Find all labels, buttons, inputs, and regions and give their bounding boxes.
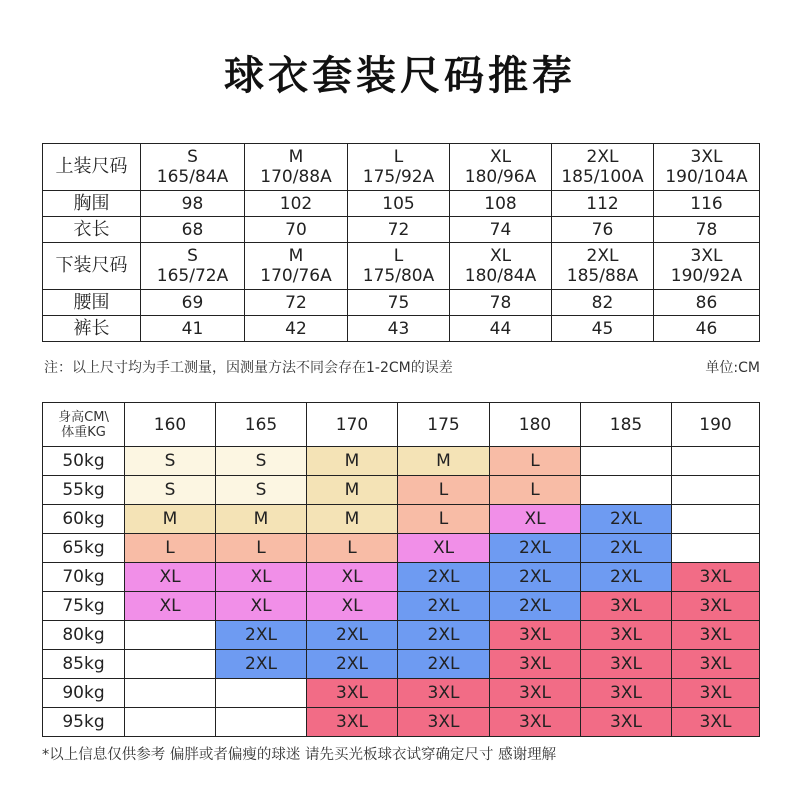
size-recommendation-cell: 2XL — [307, 621, 398, 650]
value-cell: 42 — [245, 316, 348, 342]
size-spec: 190/104A — [665, 167, 748, 187]
size-name: XL — [489, 147, 512, 167]
height-header-cell: 190 — [672, 403, 760, 447]
size-recommendation-cell: L — [307, 534, 398, 563]
top-size-header-row — [43, 144, 760, 191]
size-recommendation-cell: 2XL — [581, 505, 672, 534]
bottom-size-cell — [654, 243, 760, 290]
size-recommendation-cell: 2XL — [581, 534, 672, 563]
bottom-size-cell — [552, 243, 654, 290]
value-cell: 41 — [141, 316, 245, 342]
size-recommendation-cell — [672, 476, 760, 505]
size-recommendation-cell: XL — [216, 592, 307, 621]
size-recommendation-cell — [125, 679, 216, 708]
bottom-size-cell — [450, 243, 552, 290]
size-recommendation-cell: M — [398, 447, 490, 476]
size-spec: 175/80A — [362, 266, 435, 286]
size-recommendation-cell: S — [216, 447, 307, 476]
size-recommendation-cell: M — [216, 505, 307, 534]
size-chart-table — [42, 143, 760, 342]
value-cell: 98 — [141, 191, 245, 217]
top-size-cell — [654, 144, 760, 191]
size-recommendation-cell: M — [125, 505, 216, 534]
size-recommendation-grid — [42, 402, 760, 737]
weight-label: 75kg — [43, 592, 125, 621]
size-name: 2XL — [586, 147, 619, 167]
weight-row — [43, 534, 760, 563]
bottom-size-label: 下装尺码 — [43, 243, 141, 290]
waist-row — [43, 290, 760, 316]
size-recommendation-cell: 2XL — [490, 534, 581, 563]
size-recommendation-cell — [672, 447, 760, 476]
size-recommendation-cell: 3XL — [307, 679, 398, 708]
length-row — [43, 217, 760, 243]
size-recommendation-cell — [125, 708, 216, 737]
size-recommendation-cell: XL — [490, 505, 581, 534]
chest-row — [43, 191, 760, 217]
weight-axis-label: 体重KG — [61, 424, 106, 440]
height-header-cell: 170 — [307, 403, 398, 447]
value-cell: 76 — [552, 217, 654, 243]
weight-row — [43, 563, 760, 592]
size-recommendation-cell: 3XL — [581, 592, 672, 621]
size-recommendation-cell: L — [490, 447, 581, 476]
size-recommendation-cell — [581, 476, 672, 505]
weight-row — [43, 505, 760, 534]
height-header-cell: 175 — [398, 403, 490, 447]
size-recommendation-cell: 2XL — [216, 621, 307, 650]
size-recommendation-cell: 3XL — [672, 708, 760, 737]
value-cell: 108 — [450, 191, 552, 217]
bottom-size-header-row — [43, 243, 760, 290]
value-cell: 82 — [552, 290, 654, 316]
value-cell: 70 — [245, 217, 348, 243]
size-recommendation-cell: XL — [125, 592, 216, 621]
weight-label: 50kg — [43, 447, 125, 476]
weight-label: 85kg — [43, 650, 125, 679]
size-spec: 170/76A — [260, 266, 332, 286]
size-recommendation-cell: 2XL — [398, 592, 490, 621]
weight-label: 90kg — [43, 679, 125, 708]
size-recommendation-cell: 3XL — [672, 650, 760, 679]
value-cell: 116 — [654, 191, 760, 217]
size-spec: 170/88A — [260, 167, 332, 187]
size-name: M — [288, 246, 304, 266]
size-recommendation-cell: M — [307, 476, 398, 505]
top-size-cell — [552, 144, 654, 191]
size-spec: 190/92A — [670, 266, 743, 286]
size-recommendation-cell: M — [307, 505, 398, 534]
size-name: S — [187, 246, 198, 266]
bottom-size-cell — [141, 243, 245, 290]
size-recommendation-cell: 3XL — [490, 708, 581, 737]
size-recommendation-cell: 2XL — [398, 563, 490, 592]
weight-row — [43, 708, 760, 737]
weight-label: 95kg — [43, 708, 125, 737]
weight-label: 55kg — [43, 476, 125, 505]
grid-corner-label — [43, 403, 125, 447]
value-cell: 72 — [348, 217, 450, 243]
page-title: 球衣套装尺码推荐 — [224, 53, 576, 99]
weight-row — [43, 679, 760, 708]
size-recommendation-cell: 2XL — [216, 650, 307, 679]
size-recommendation-cell: 2XL — [490, 563, 581, 592]
size-recommendation-cell: L — [398, 476, 490, 505]
size-recommendation-cell: L — [125, 534, 216, 563]
size-recommendation-cell: 3XL — [672, 563, 760, 592]
size-recommendation-cell: L — [490, 476, 581, 505]
value-cell: 45 — [552, 316, 654, 342]
size-spec: 180/96A — [464, 167, 537, 187]
value-cell: 68 — [141, 217, 245, 243]
size-recommendation-cell: 3XL — [398, 708, 490, 737]
size-spec: 165/84A — [156, 167, 229, 187]
size-recommendation-cell: L — [398, 505, 490, 534]
size-recommendation-cell: 2XL — [490, 592, 581, 621]
value-cell: 43 — [348, 316, 450, 342]
size-recommendation-cell: XL — [125, 563, 216, 592]
size-recommendation-cell — [672, 505, 760, 534]
size-recommendation-cell: S — [125, 447, 216, 476]
weight-row — [43, 621, 760, 650]
value-cell: 102 — [245, 191, 348, 217]
size-name: XL — [489, 246, 512, 266]
size-recommendation-cell: XL — [307, 592, 398, 621]
footnote: *以上信息仅供参考 偏胖或者偏瘦的球迷 请先买光板球衣试穿确定尺寸 感谢理解 — [42, 747, 557, 763]
size-recommendation-cell: 2XL — [307, 650, 398, 679]
size-recommendation-cell: 3XL — [672, 621, 760, 650]
size-recommendation-cell: 2XL — [581, 563, 672, 592]
value-cell: 78 — [654, 217, 760, 243]
row-label: 裤长 — [43, 316, 141, 342]
weight-label: 70kg — [43, 563, 125, 592]
size-spec: 185/100A — [561, 167, 644, 187]
size-spec: 185/88A — [566, 266, 639, 286]
height-header-cell: 165 — [216, 403, 307, 447]
row-label: 胸围 — [43, 191, 141, 217]
height-axis-label: 身高CM\ — [58, 409, 109, 425]
size-spec: 165/72A — [156, 266, 229, 286]
top-size-label: 上装尺码 — [43, 144, 141, 191]
size-recommendation-cell: 3XL — [581, 650, 672, 679]
size-recommendation-cell: 3XL — [490, 679, 581, 708]
size-recommendation-cell: 3XL — [307, 708, 398, 737]
size-recommendation-cell: 3XL — [581, 679, 672, 708]
height-header-cell: 180 — [490, 403, 581, 447]
bottom-size-cell — [348, 243, 450, 290]
height-header-row — [43, 403, 760, 447]
size-recommendation-cell: 2XL — [398, 621, 490, 650]
size-recommendation-cell: S — [125, 476, 216, 505]
unit-label: 单位:CM — [705, 360, 760, 376]
value-cell: 44 — [450, 316, 552, 342]
weight-label: 60kg — [43, 505, 125, 534]
value-cell: 46 — [654, 316, 760, 342]
value-cell: 86 — [654, 290, 760, 316]
size-recommendation-cell: XL — [307, 563, 398, 592]
row-label: 腰围 — [43, 290, 141, 316]
weight-row — [43, 447, 760, 476]
height-header-cell: 160 — [125, 403, 216, 447]
size-recommendation-cell: 3XL — [490, 650, 581, 679]
size-recommendation-cell: 3XL — [672, 592, 760, 621]
size-recommendation-cell — [216, 679, 307, 708]
top-size-cell — [245, 144, 348, 191]
size-recommendation-cell: XL — [398, 534, 490, 563]
value-cell: 75 — [348, 290, 450, 316]
weight-label: 80kg — [43, 621, 125, 650]
size-recommendation-cell: M — [307, 447, 398, 476]
top-size-cell — [141, 144, 245, 191]
size-spec: 180/84A — [464, 266, 537, 286]
value-cell: 72 — [245, 290, 348, 316]
size-recommendation-cell: S — [216, 476, 307, 505]
value-cell: 69 — [141, 290, 245, 316]
size-name: 2XL — [586, 246, 619, 266]
measurement-note-row — [44, 357, 760, 377]
size-name: 3XL — [690, 246, 723, 266]
size-recommendation-cell — [125, 621, 216, 650]
value-cell: 112 — [552, 191, 654, 217]
value-cell: 105 — [348, 191, 450, 217]
size-recommendation-cell — [672, 534, 760, 563]
weight-row — [43, 650, 760, 679]
size-recommendation-cell: 3XL — [490, 621, 581, 650]
weight-label: 65kg — [43, 534, 125, 563]
weight-row — [43, 592, 760, 621]
size-name: 3XL — [690, 147, 723, 167]
weight-row — [43, 476, 760, 505]
size-recommendation-cell: 3XL — [672, 679, 760, 708]
size-recommendation-cell: XL — [216, 563, 307, 592]
size-recommendation-cell: 3XL — [581, 708, 672, 737]
size-name: S — [187, 147, 198, 167]
top-size-cell — [348, 144, 450, 191]
size-recommendation-cell — [125, 650, 216, 679]
top-size-cell — [450, 144, 552, 191]
height-header-cell: 185 — [581, 403, 672, 447]
size-recommendation-cell — [216, 708, 307, 737]
value-cell: 74 — [450, 217, 552, 243]
size-recommendation-cell: 2XL — [398, 650, 490, 679]
measurement-note: 注：以上尺寸均为手工测量，因测量方法不同会存在1-2CM的误差 — [44, 360, 453, 376]
size-recommendation-cell: 3XL — [581, 621, 672, 650]
size-recommendation-cell: 3XL — [398, 679, 490, 708]
pants-length-row — [43, 316, 760, 342]
bottom-size-cell — [245, 243, 348, 290]
size-name: L — [393, 246, 404, 266]
row-label: 衣长 — [43, 217, 141, 243]
size-recommendation-cell — [581, 447, 672, 476]
size-name: L — [393, 147, 404, 167]
size-name: M — [288, 147, 304, 167]
size-recommendation-cell: L — [216, 534, 307, 563]
size-spec: 175/92A — [362, 167, 435, 187]
value-cell: 78 — [450, 290, 552, 316]
